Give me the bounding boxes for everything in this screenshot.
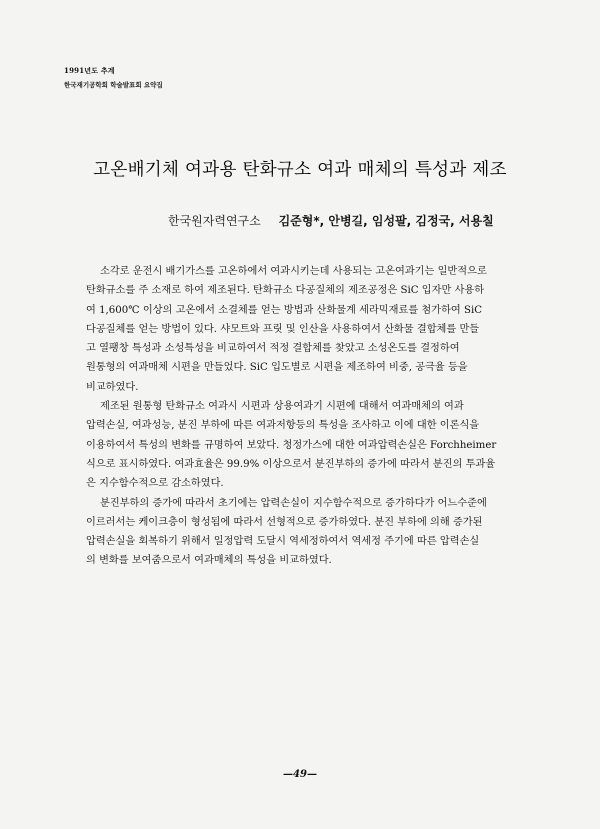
- conference-year-label: 1991년도 추계: [64, 66, 115, 75]
- text-line: 제조된 원통형 탄화규소 여과시 시편과 상용여과기 시편에 대해서 여과매체의 여과: [100, 401, 464, 413]
- text-line: 식으로 표시하였다. 여과효율은 99.9% 이상으로서 분진부하의 증가에 따라서 분진의 투과율: [86, 458, 496, 470]
- text-line: 고 열팽창 특성과 소성특성을 비교하여서 적정 결합체를 찾았고 소성온도를 결정하여: [86, 343, 460, 355]
- text-line: 이르러서는 케이크층이 형성됨에 따라서 선형적으로 증가하였다. 분진 부하에 의해 증가된: [86, 516, 483, 528]
- conference-society-label: 한국재기공학회 학술발표회 요약집: [64, 81, 163, 89]
- text-line: 소각로 운전시 배기가스를 고온하에서 여과시키는데 사용되는 고온여과기는 일반적으로: [100, 266, 487, 277]
- abstract-paragraph: [86, 397, 532, 493]
- author-names: 김준형*, 안병길, 임성팔, 김정국, 서용칠: [278, 214, 494, 228]
- abstract-paragraph: [86, 262, 532, 397]
- abstract-paragraph: [86, 494, 532, 571]
- text-line: 탄화규소를 주 소재로 하여 제조된다. 탄화규소 다공질체의 제조공정은 SiC 입자만 사용하: [86, 285, 485, 297]
- author-affiliation: 한국원자력연구소: [168, 214, 261, 228]
- text-line: 여 1,600℃ 이상의 고온에서 소결체를 얻는 방법과 산화물계 세라믹재료를 첨가하여 SiC: [86, 304, 483, 316]
- author-line: [168, 212, 494, 229]
- text-line: 다공질체를 얻는 방법이 있다. 샤모트와 프릿 및 인산을 사용하여서 산화물 결합체를 만들: [86, 323, 480, 335]
- text-line: 압력손실을 회복하기 위해서 일정압력 도달시 역세정하여서 역세정 주기에 따른 압력손실: [86, 536, 480, 548]
- text-line: 비교하였다.: [86, 381, 139, 393]
- text-line: 분진부하의 증가에 따라서 초기에는 압력손실이 지수함수적으로 증가하다가 어느수준에: [100, 497, 487, 509]
- abstract-body: [86, 262, 532, 571]
- text-line: 은 지수함수적으로 감소하였다.: [86, 478, 224, 490]
- page-number: —49—: [283, 769, 317, 780]
- text-line: 압력손실, 여과성능, 분진 부하에 따른 여과저항등의 특성을 조사하고 이에 대한 이론식을: [86, 420, 480, 432]
- paper-title: 고온배기체 여과용 탄화규소 여과 매체의 특성과 제조: [93, 160, 507, 180]
- text-line: 이용하여서 특성의 변화를 규명하여 보았다. 청정가스에 대한 여과압력손실은 Forchheimer: [86, 439, 497, 451]
- text-line: 원통형의 여과매체 시편을 만들었다. SiC 입도별로 시편을 제조하여 비중, 공극율 등을: [86, 362, 468, 374]
- text-line: 의 변화를 보여줌으로서 여과매체의 특성을 비교하였다.: [86, 555, 332, 567]
